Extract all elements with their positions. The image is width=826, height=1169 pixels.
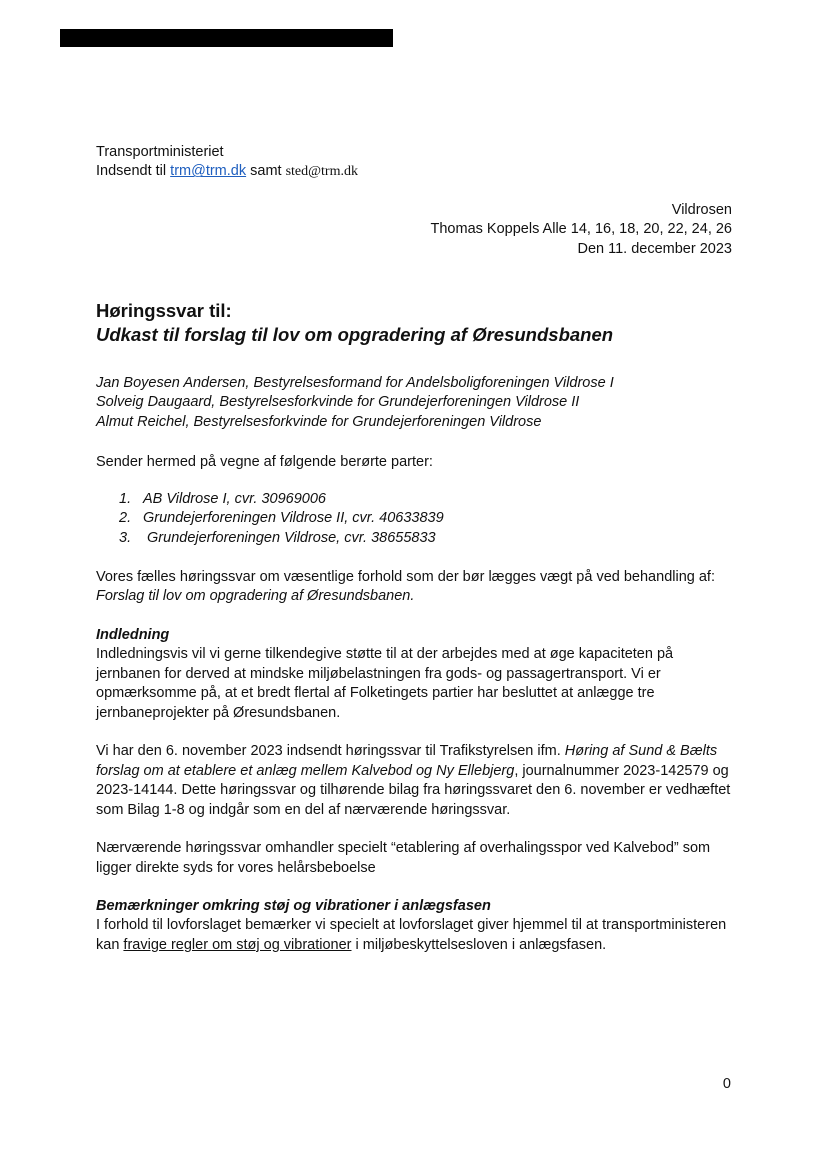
redaction-bar	[60, 29, 393, 47]
page-number: 0	[722, 1076, 731, 1092]
signatory: Almut Reichel, Bestyrelsesforkvinde for Grundejerforeningen Vildrose	[96, 413, 542, 430]
recipient-block	[96, 143, 732, 182]
list-item: 2. Grundejerforeningen Vildrose II, cvr. 40633839	[119, 510, 444, 527]
intro-line: Sender hermed på vegne af følgende berørte parter:	[96, 454, 433, 470]
paragraph: Vi har den 6. november 2023 indsendt høringssvar til Trafikstyrelsen ifm. Høring af Sund & Bælts forslag om at etablere et anlæg mellem Kalvebod og Ny Ellebjerg, journalnummer 2023-142579 og 2023-14144. Dette høringssvar og tilhørende bilag fra høringssvaret den 6. november er vedhæftet som Bilag 1-8 og indgår som en del af nærværende høringssvar.	[96, 743, 731, 818]
section-indledning	[96, 626, 732, 878]
list-item: 3. Grundejerforeningen Vildrose, cvr. 38655833	[119, 529, 436, 546]
recipient-name: Transportministeriet	[96, 144, 224, 160]
heading-line1: Høringssvar til:	[96, 300, 232, 321]
letter-date: Den 11. december 2023	[577, 240, 732, 257]
sent-to-line: Indsendt til trm@trm.dk samt sted@trm.dk	[96, 163, 358, 180]
paragraph: Indledningsvis vil vi gerne tilkendegive støtte til at der arbejdes med at øge kapaciteten på jernbanen for derved at mindske miljøbelastningen fra gods- og passagertransport. Vi er opmærksomme på, at et bredt flertal af Folketingets partier har besluttet at anlægge tre jernbaneprojekter på Øresundsbanen.	[96, 646, 674, 721]
sender-address: Thomas Koppels Alle 14, 16, 18, 20, 22, 24, 26	[430, 221, 732, 238]
sender-block	[96, 201, 732, 259]
document-heading	[96, 299, 732, 347]
email-link-trm[interactable]: trm@trm.dk	[170, 163, 247, 180]
purpose-line2: Forslag til lov om opgradering af Øresundsbanen.	[96, 588, 415, 605]
signatories-block	[96, 374, 732, 432]
paragraph: Nærværende høringssvar omhandler specielt “etablering af overhalingsspor ved Kalvebod” som ligger direkte syds for vores helårsbeboelse	[96, 840, 711, 876]
paragraph: I forhold til lovforslaget bemærker vi specielt at lovforslaget giver hjemmel til at transportministeren kan fravige regler om støj og vibrationer i miljøbeskyttelsesloven i anlægsfasen.	[96, 917, 727, 953]
signatory: Jan Boyesen Andersen, Bestyrelsesformand for Andelsboligforeningen Vildrose I	[96, 375, 614, 391]
section-stoej	[96, 897, 732, 955]
email-text-sted: sted@trm.dk	[285, 164, 358, 180]
purpose-block	[96, 568, 732, 607]
list-item: 1. AB Vildrose I, cvr. 30969006	[119, 491, 326, 507]
sender-name: Vildrosen	[671, 202, 732, 218]
section-title: Bemærkninger omkring støj og vibrationer i anlægsfasen	[96, 898, 491, 914]
signatory: Solveig Daugaard, Bestyrelsesforkvinde for Grundejerforeningen Vildrose II	[96, 394, 580, 411]
heading-line2: Udkast til forslag til lov om opgradering af Øresundsbanen	[96, 324, 614, 345]
purpose-line1: Vores fælles høringssvar om væsentlige forhold som der bør lægges vægt på ved behandling af:	[96, 569, 715, 585]
section-title: Indledning	[96, 627, 170, 643]
parties-list	[96, 490, 732, 548]
